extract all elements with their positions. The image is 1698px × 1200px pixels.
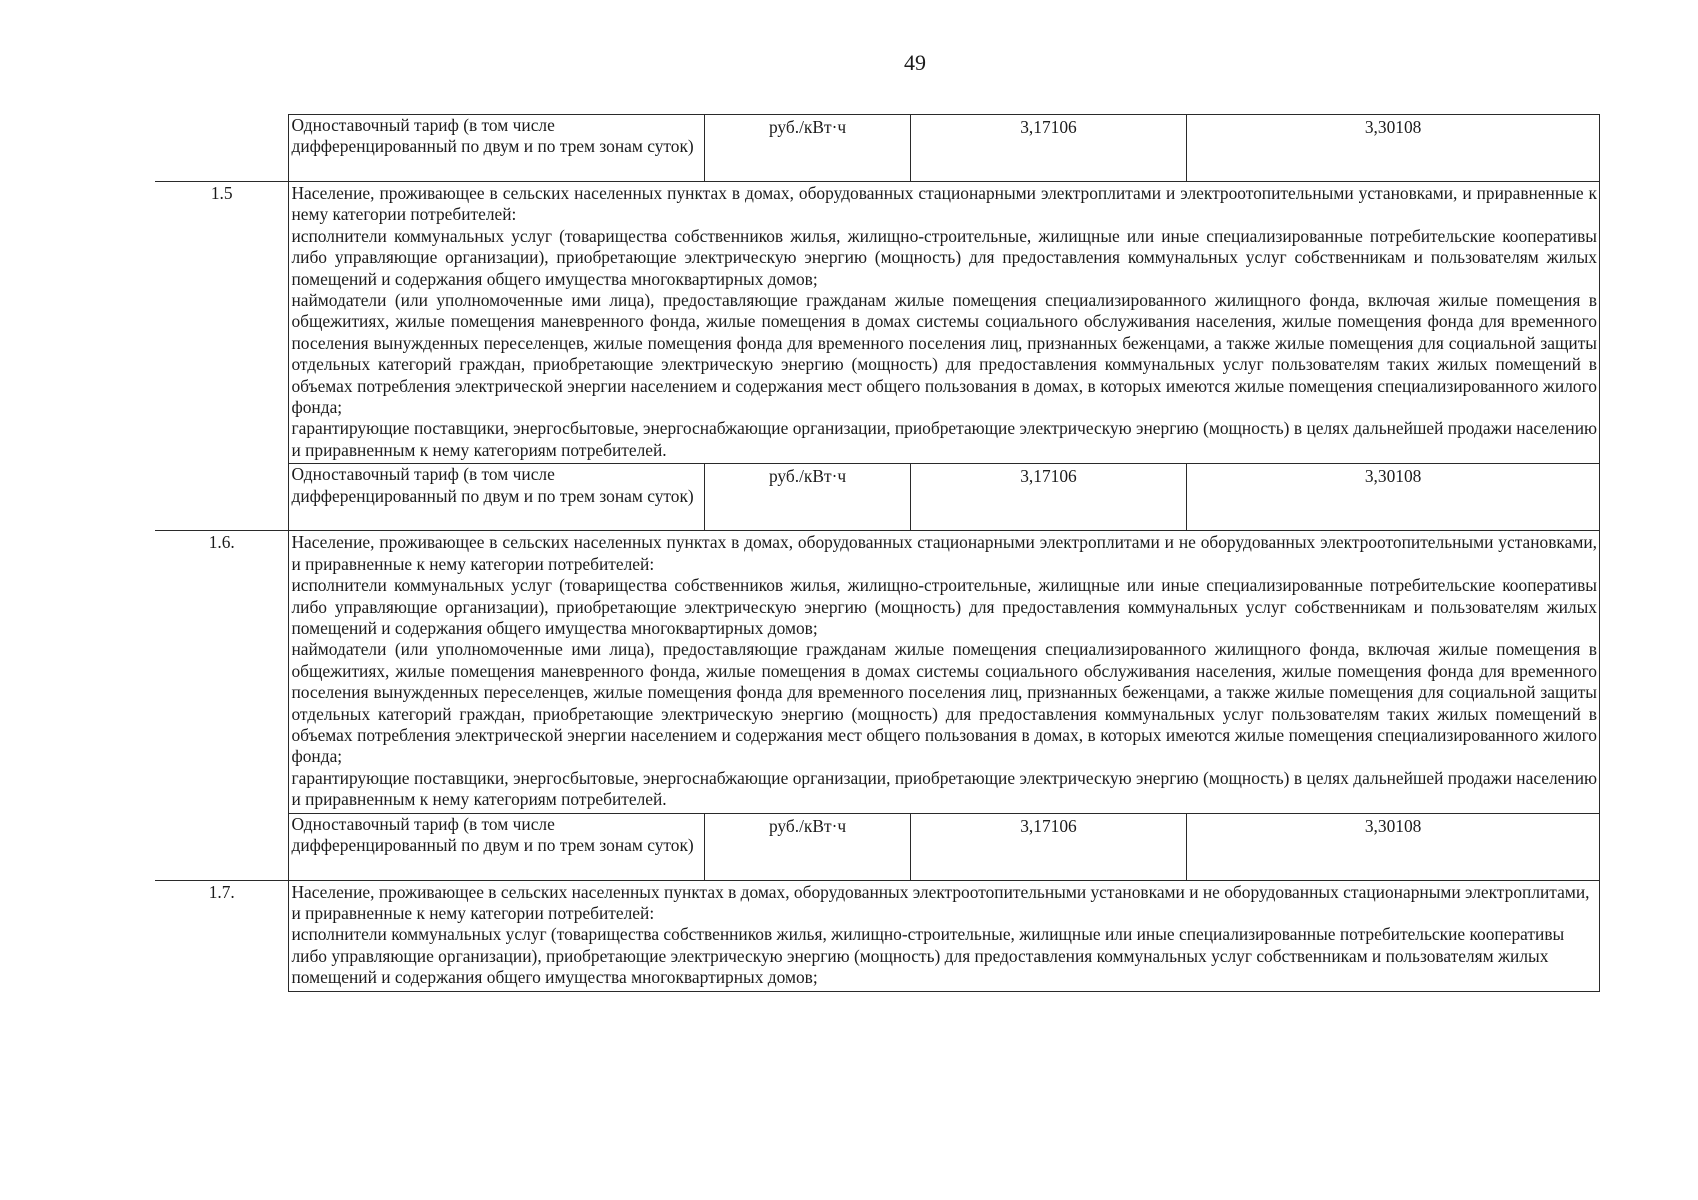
tariff-value-1: 3,17106 (910, 115, 1187, 182)
section-paragraph: исполнители коммунальных услуг (товарищества собственников жилья, жилищно-строительные, жилищные или иные специализированные потребительские кооперативы либо управляющие организации), приобретающие электрическую энергию (мощность) для предоставления коммунальных услуг собственникам и пользователям жилых помещений и содержания общего имущества многоквартирных домов; (291, 924, 1565, 988)
tariff-value-2: 3,30108 (1187, 464, 1600, 531)
section-paragraph: исполнители коммунальных услуг (товарищества собственников жилья, жилищно-строительные, жилищные или иные специализированные потребительские кооперативы либо управляющие организации), приобретающие электрическую энергию (мощность) для предоставления коммунальных услуг собственникам и пользователям жилых помещений и содержания общего имущества многоквартирных домов; (291, 225, 1597, 289)
tariff-label: Одноставочный тариф (в том числе дифференцированный по двум и по трем зонам суток) (289, 115, 705, 182)
tariff-table (155, 114, 1600, 992)
section-heading: Население, проживающее в сельских населенных пунктах в домах, оборудованных стационарными электроплитами и электроотопительными установками, и приравненные к нему категории потребителей: (291, 183, 1597, 225)
section-paragraph: наймодатели (или уполномоченные ими лица), предоставляющие гражданам жилые помещения специализированного жилищного фонда, включая жилые помещения в общежитиях, жилые помещения маневренного фонда, жилые помещения в домах системы социального обслуживания населения, жилые помещения фонда для временного поселения вынужденных переселенцев, жилые помещения фонда для временного поселения лиц, признанных беженцами, а также жилые помещения для социальной защиты отдельных категорий граждан, приобретающие электрическую энергию (мощность) для предоставления коммунальных услуг пользователям таких жилых помещений в объемах потребления электрической энергии населением и содержания мест общего пользования в домах, в которых имеются жилые помещения специализированного жилого фонда; (291, 290, 1597, 418)
section-description (289, 880, 1600, 991)
section-description (289, 531, 1600, 813)
page-number: 49 (904, 50, 926, 75)
section-paragraph: исполнители коммунальных услуг (товарищества собственников жилья, жилищно-строительные, жилищные или иные специализированные потребительские кооперативы либо управляющие организации), приобретающие электрическую энергию (мощность) для предоставления коммунальных услуг собственникам и пользователям жилых помещений и содержания общего имущества многоквартирных домов; (291, 575, 1597, 638)
tariff-unit: руб./кВт·ч (705, 813, 910, 880)
tariff-label: Одноставочный тариф (в том числе дифференцированный по двум и по трем зонам суток) (289, 464, 705, 531)
section-number: 1.5 (155, 182, 289, 464)
tariff-unit: руб./кВт·ч (705, 115, 910, 182)
tariff-label: Одноставочный тариф (в том числе дифференцированный по двум и по трем зонам суток) (289, 813, 705, 880)
tariff-unit: руб./кВт·ч (705, 464, 910, 531)
tariff-row (155, 115, 1600, 182)
tariff-table-wrapper (155, 114, 1600, 992)
tariff-value-1: 3,17106 (910, 813, 1187, 880)
section-heading: Население, проживающее в сельских населенных пунктах в домах, оборудованных электроотопительными установками и не оборудованных стационарными электроплитами, и приравненные к нему категории потребителей: (291, 881, 1590, 923)
section-paragraph: гарантирующие поставщики, энергосбытовые, энергоснабжающие организации, приобретающие электрическую энергию (мощность) в целях дальнейшей продажи населению и приравненным к нему категориям потребителей. (291, 418, 1597, 460)
section-number-cell (155, 464, 289, 531)
section-paragraph: наймодатели (или уполномоченные ими лица), предоставляющие гражданам жилые помещения специализированного жилищного фонда, включая жилые помещения в общежитиях, жилые помещения маневренного фонда, жилые помещения в домах системы социального обслуживания населения, жилые помещения фонда для временного поселения вынужденных переселенцев, жилые помещения фонда для временного поселения лиц, признанных беженцами, а также жилые помещения для социальной защиты отдельных категорий граждан, приобретающие электрическую энергию (мощность) для предоставления коммунальных услуг пользователям таких жилых помещений в объемах потребления электрической энергии населением и содержания мест общего пользования в домах, в которых имеются жилые помещения специализированного жилого фонда; (291, 639, 1597, 767)
section-number-cell (155, 813, 289, 880)
tariff-row (155, 464, 1600, 531)
tariff-value-2: 3,30108 (1187, 115, 1600, 182)
section-row (155, 880, 1600, 991)
section-paragraph: гарантирующие поставщики, энергосбытовые, энергоснабжающие организации, приобретающие электрическую энергию (мощность) в целях дальнейшей продажи населению и приравненным к нему категориям потребителей. (291, 767, 1597, 810)
section-description (289, 182, 1600, 464)
section-heading: Население, проживающее в сельских населенных пунктах в домах, оборудованных стационарными электроплитами и не оборудованных электроотопительными установками, и приравненные к нему категории потребителей: (291, 532, 1597, 574)
section-number: 1.7. (155, 880, 289, 991)
section-row (155, 182, 1600, 464)
tariff-value-2: 3,30108 (1187, 813, 1600, 880)
tariff-row (155, 813, 1600, 880)
section-row (155, 531, 1600, 813)
tariff-value-1: 3,17106 (910, 464, 1187, 531)
section-number: 1.6. (155, 531, 289, 813)
section-number-cell (155, 115, 289, 182)
